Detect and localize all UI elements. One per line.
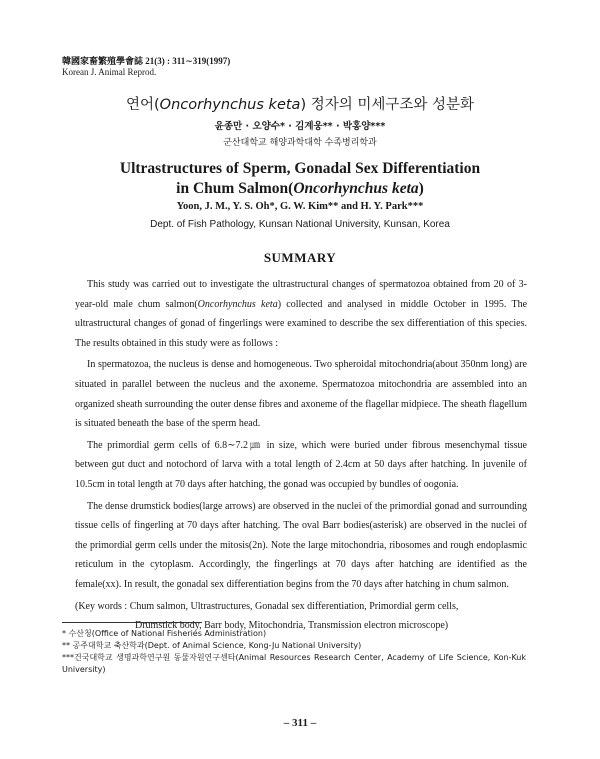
paragraph-intro (75, 275, 527, 353)
korean-title-pre: 연어( (125, 97, 160, 113)
korean-title-post: ) 정자의 미세구조와 성분화 (300, 97, 474, 113)
footnote-3: ***건국대학교 생명과학연구원 동물자원연구센타(Animal Resources Research Center, Academy of Life Science, Kon-Kuk University) (62, 653, 526, 674)
english-title-line2 (0, 179, 600, 199)
english-title-line2-pre: in Chum Salmon( (176, 180, 294, 197)
footnote-1: * 수산청(Office of National Fisheries Administration) (62, 629, 267, 638)
korean-authors: 윤종만 · 오양수* · 김계웅** · 박홍양*** (214, 121, 386, 132)
summary-heading: SUMMARY (263, 250, 337, 265)
journal-name: Korean J. Animal Reprod. (62, 67, 157, 77)
english-title-line1: Ultrastructures of Sperm, Gonadal Sex Differentiation (119, 160, 481, 177)
paragraph-germ-cells: The primordial germ cells of 6.8∼7.2㎛ in size, which were buried under fibrous mesenchymal tissue between gut duct and notochord of larva with a total length of 2.4cm at 50 days after hatching. In juvenile of 10.5cm in total length at 70 days after hatching, the gonad was occupied by bundles of oogonia. (75, 439, 527, 490)
page-number: – 311 – (283, 717, 317, 729)
paragraph-drumstick: The dense drumstick bodies(large arrows) are observed in the nuclei of the primordial gonad and surrounding tissue cells of fingerling at 70 days after hatching. The oval Barr bodies(asterisk) are observed in the nuclei of the primordial germ cells under the mitosis(2n). Note the large mitochondria, ribosomes and rough endoplasmic reticulum in the cytoplasm. Accordingly, the fingerlings at 70 days after hatching are identified as the female(xx). In result, the gonadal sex differentiation begins from the 70 days after hatching in chum salmon. (75, 500, 527, 590)
footnotes (62, 628, 526, 676)
english-title-species: Oncorhynchus keta (293, 180, 419, 197)
journal-citation: 韓國家畜繁殖學會誌 21(3) : 311∼319(1997) (62, 56, 231, 66)
korean-affiliation: 군산대학교 해양과학대학 수족병리학과 (223, 138, 377, 148)
footnote-divider (62, 622, 202, 623)
english-authors: Yoon, J. M., Y. S. Oh*, G. W. Kim** and H. Y. Park*** (176, 201, 424, 212)
paragraph-spermatozoa: In spermatozoa, the nucleus is dense and homogeneous. Two spheroidal mitochondria(about 350nm long) are situated in parallel between the nucleus and the axoneme. Spermatozoa mitochondria are assembled into an organized sheath surrounding the outer dense fibres and axoneme of the flagellar midpiece. The sheath flagellum is situated beneath the base of the sperm head. (75, 359, 527, 430)
korean-title-species: Oncorhynchus keta (159, 97, 301, 113)
footnote-2: ** 공주대학교 축산학과(Dept. of Animal Science, Kong-Ju National University) (62, 641, 362, 650)
english-title (0, 159, 600, 199)
summary-body (75, 275, 527, 636)
paragraph-intro-post: ) collected and analysed in middle October in 1995. The ultrastructural changes of gonad of fingerlings were examined to describe the sex differentiation of this species. The results obtained in this study were as follows : (75, 298, 528, 349)
english-title-line2-post: ) (418, 180, 424, 197)
korean-title (0, 93, 600, 114)
english-affiliation: Dept. of Fish Pathology, Kunsan National University, Kunsan, Korea (150, 219, 450, 230)
keywords-line2: Drumstick body, Barr body, Mitochondria, Transmission electron microscope) (135, 620, 449, 632)
journal-header (62, 56, 230, 78)
paragraph-intro-pre: This study was carried out to investigate the ultrastructural changes of spermatozoa obtained from 20 of 3-year-old male chum salmon( (75, 279, 527, 310)
paragraph-intro-species: Oncorhynchus keta (197, 298, 278, 310)
keywords-line1: (Key words : Chum salmon, Ultrastructures, Gonadal sex differentiation, Primordial germ cells, (75, 600, 459, 612)
